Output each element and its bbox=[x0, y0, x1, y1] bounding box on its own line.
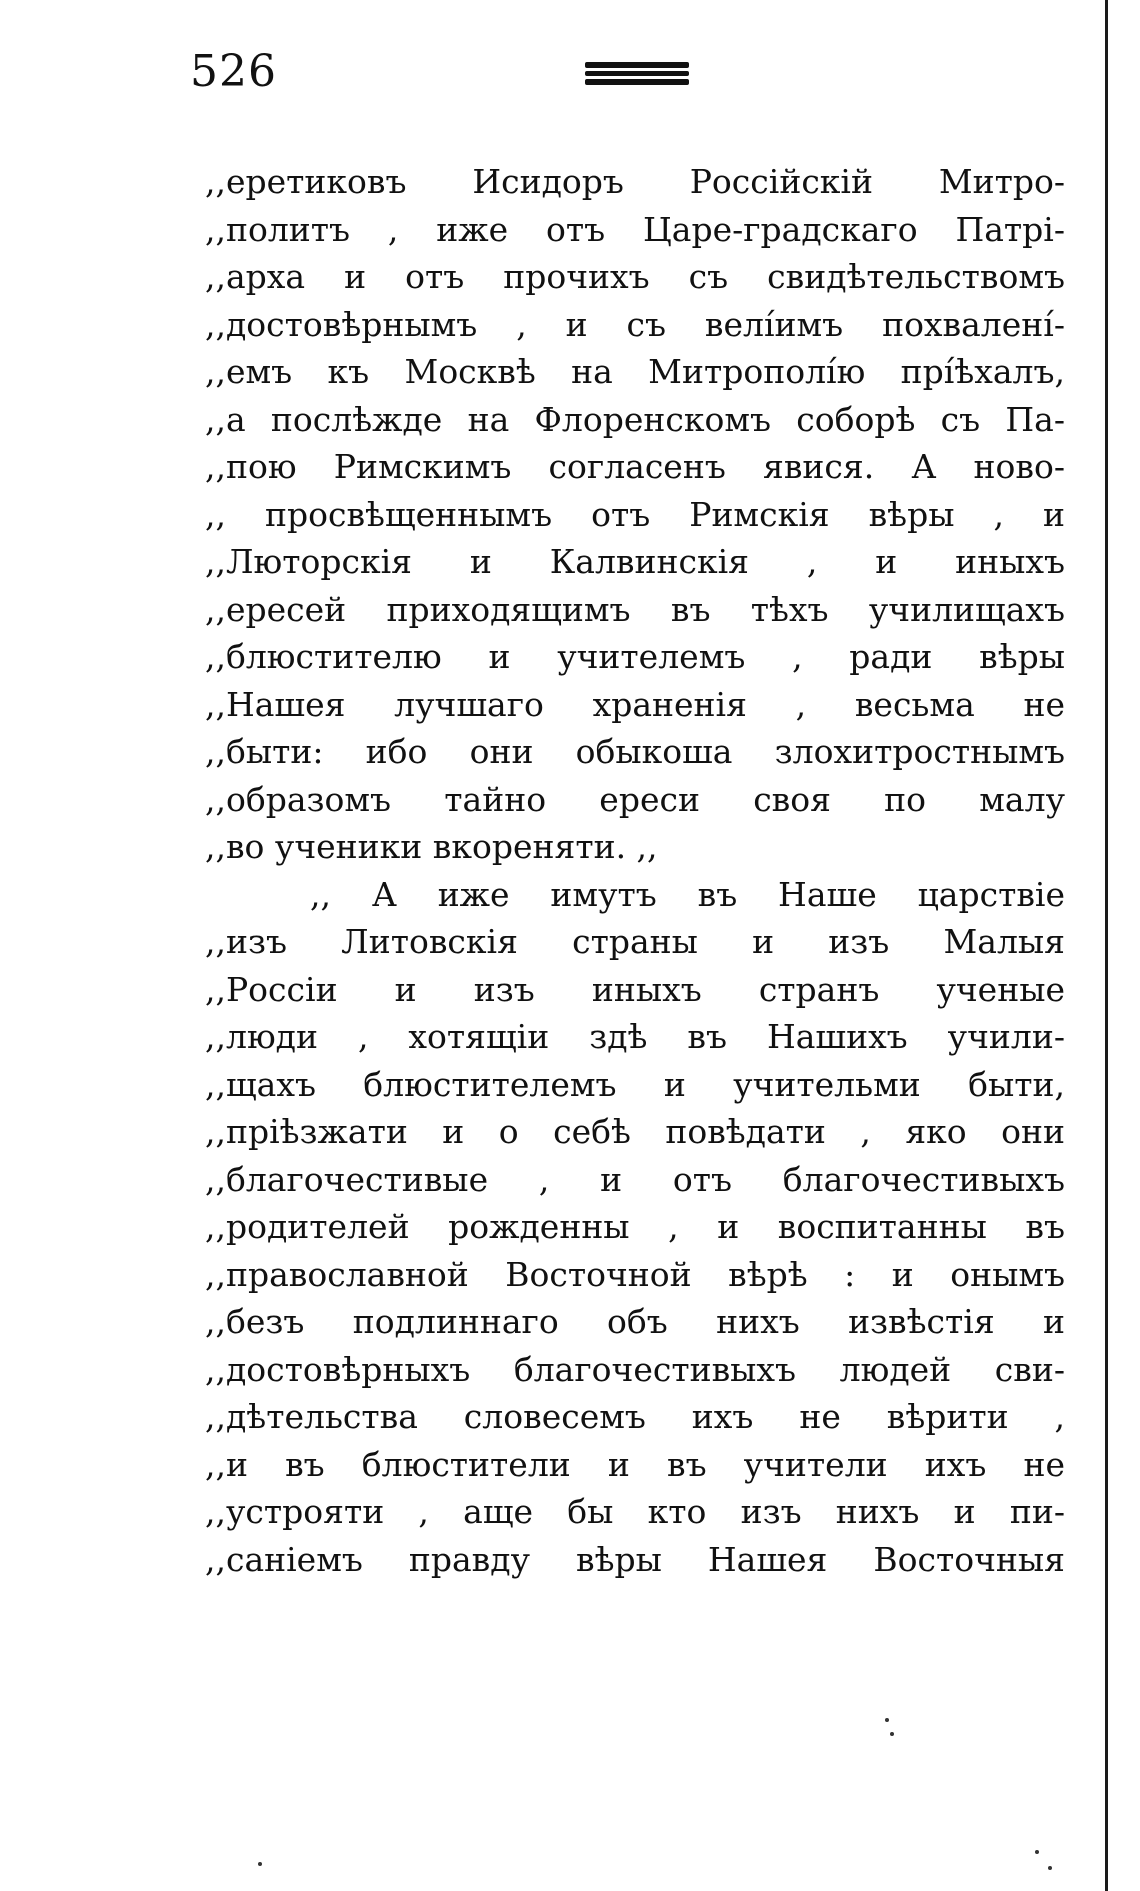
header-ornament bbox=[585, 62, 689, 86]
paragraph-start-line: ,, А иже имутъ въ Наше царствiе bbox=[310, 874, 1065, 914]
text-line: ,,православной Восточной вѣрѣ : и онымъ bbox=[205, 1254, 1065, 1294]
text-line: ,,а послѣжде на Флоренскомъ соборѣ съ Па- bbox=[205, 399, 1065, 439]
text-line: ,,пою Римскимъ согласенъ явися. А ново- bbox=[205, 447, 1065, 486]
text-line: ,,щахъ блюстителемъ и учительми быти, bbox=[205, 1064, 1065, 1104]
text-line: ,,арха и отъ прочихъ съ свидѣтельствомъ bbox=[205, 257, 1065, 296]
paragraph-end-line: ,,во ученики вкореняти. ,, bbox=[205, 827, 658, 866]
print-speck bbox=[1035, 1850, 1039, 1854]
text-line: ,,политъ , иже отъ Царе-градскаго Патрі- bbox=[205, 209, 1065, 249]
print-speck bbox=[885, 1718, 889, 1722]
text-line: ,,быти: ибо они обыкоша злохитростнымъ bbox=[205, 732, 1065, 771]
text-line: ,,устрояти , аще бы кто изъ нихъ и пи- bbox=[205, 1492, 1065, 1531]
text-line: ,,санiемъ правду вѣры Нашея Восточныя bbox=[205, 1539, 1065, 1579]
text-line: ,,емъ къ Москвѣ на Митрополíю прíѣхалъ, bbox=[205, 352, 1065, 391]
text-line: ,,блюстителю и учителемъ , ради вѣры bbox=[205, 637, 1065, 676]
ornament-rule-middle bbox=[585, 71, 689, 76]
text-line: ,,дѣтельства словесемъ ихъ не вѣрити , bbox=[205, 1397, 1065, 1436]
text-line: ,,и въ блюстители и въ учители ихъ не bbox=[205, 1444, 1065, 1484]
text-line: ,,еретиковъ Исидоръ Россійскій Митро- bbox=[205, 162, 1065, 201]
text-line: ,,безъ подлиннаго объ нихъ извѣстiя и bbox=[205, 1302, 1065, 1341]
text-line: ,,достовѣрнымъ , и съ велíимъ похваленí- bbox=[205, 304, 1065, 344]
text-line: ,,родителей рожденны , и воспитанны въ bbox=[205, 1207, 1065, 1246]
text-line: ,,Нашея лучшаго храненiя , весьма не bbox=[205, 684, 1065, 724]
text-line: ,,изъ Литовскiя страны и изъ Малыя bbox=[205, 922, 1065, 961]
print-speck bbox=[1048, 1866, 1052, 1870]
text-line: ,,Люторскiя и Калвинскiя , и иныхъ bbox=[205, 542, 1065, 581]
page-number: 526 bbox=[190, 46, 277, 97]
text-line: ,, просвѣщеннымъ отъ Римскiя вѣры , и bbox=[205, 494, 1065, 534]
print-speck bbox=[890, 1732, 894, 1736]
text-line: ,,достовѣрныхъ благочестивыхъ людей сви- bbox=[205, 1349, 1065, 1389]
print-speck bbox=[258, 1862, 262, 1866]
text-line: ,,Россiи и изъ иныхъ странъ ученые bbox=[205, 969, 1065, 1009]
ornament-rule-bottom bbox=[585, 79, 689, 85]
text-line: ,,благочестивые , и отъ благочестивыхъ bbox=[205, 1159, 1065, 1199]
body-text bbox=[205, 158, 1065, 1583]
page-edge-line bbox=[1105, 0, 1108, 1891]
text-line: ,,прiѣзжати и о себѣ повѣдати , яко они bbox=[205, 1112, 1065, 1151]
text-line: ,,люди , хотящiи здѣ въ Нашихъ учили- bbox=[205, 1017, 1065, 1056]
ornament-rule-top bbox=[585, 62, 689, 68]
text-line: ,,образомъ тайно ереси своя по малу bbox=[205, 779, 1065, 819]
text-line: ,,ересей приходящимъ въ тѣхъ училищахъ bbox=[205, 589, 1065, 629]
